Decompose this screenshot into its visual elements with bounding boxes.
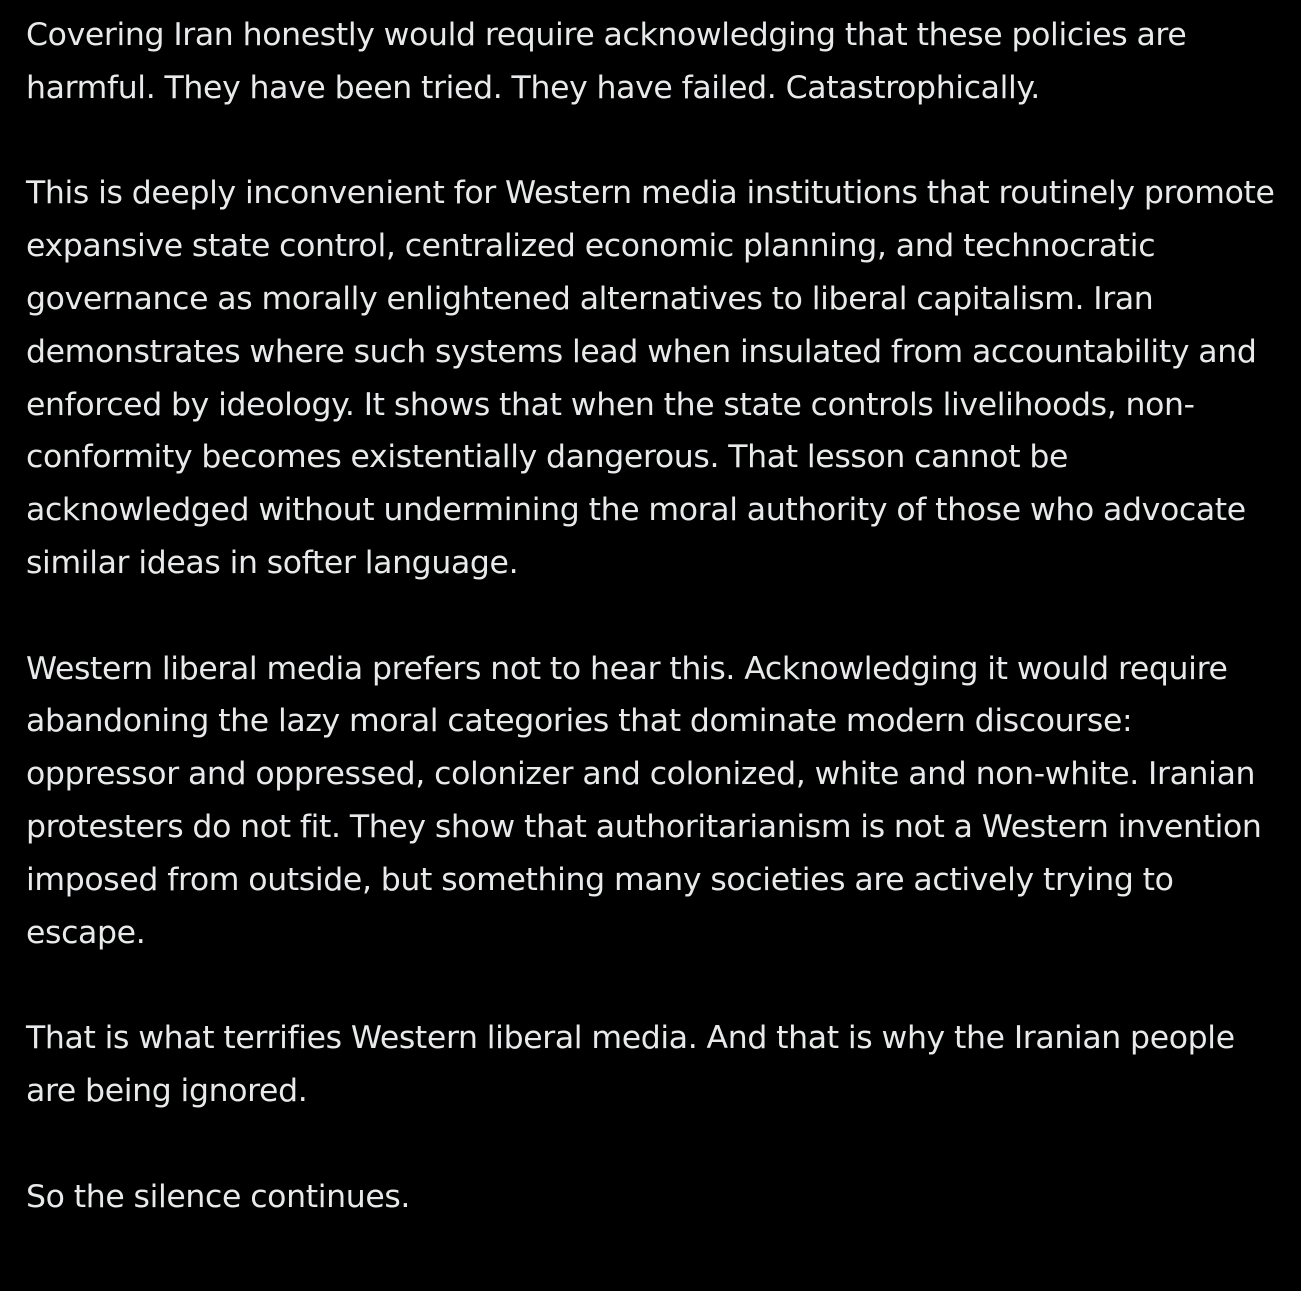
post-paragraph-5: So the silence continues. <box>26 1178 411 1215</box>
post-paragraph-1: Covering Iran honestly would require acknowledging that these policies are harmful. They have been tried. They have failed. Catastrophically. <box>26 17 1187 106</box>
post-paragraph-4: That is what terrifies Western liberal media. And that is why the Iranian people are being ignored. <box>26 1020 1235 1109</box>
post-paragraph-2: This is deeply inconvenient for Western media institutions that routinely promote expansive state control, centralized economic planning, and technocratic governance as morally enlightened alternatives to liberal capitalism. Iran demonstrates where such systems lead when insulated from accountability and enforced by ideology. It shows that when the state controls livelihoods, non-conformity becomes existentially dangerous. That lesson cannot be acknowledged without undermining the moral authority of those who advocate similar ideas in softer language. <box>26 175 1275 581</box>
post-paragraph-3: Western liberal media prefers not to hear this. Acknowledging it would require abandoning the lazy moral categories that dominate modern discourse: oppressor and oppressed, colonizer and colonized, white and non-white. Iranian protesters do not fit. They show that authoritarianism is not a Western invention imposed from outside, but something many societies are actively trying to escape. <box>26 650 1262 951</box>
